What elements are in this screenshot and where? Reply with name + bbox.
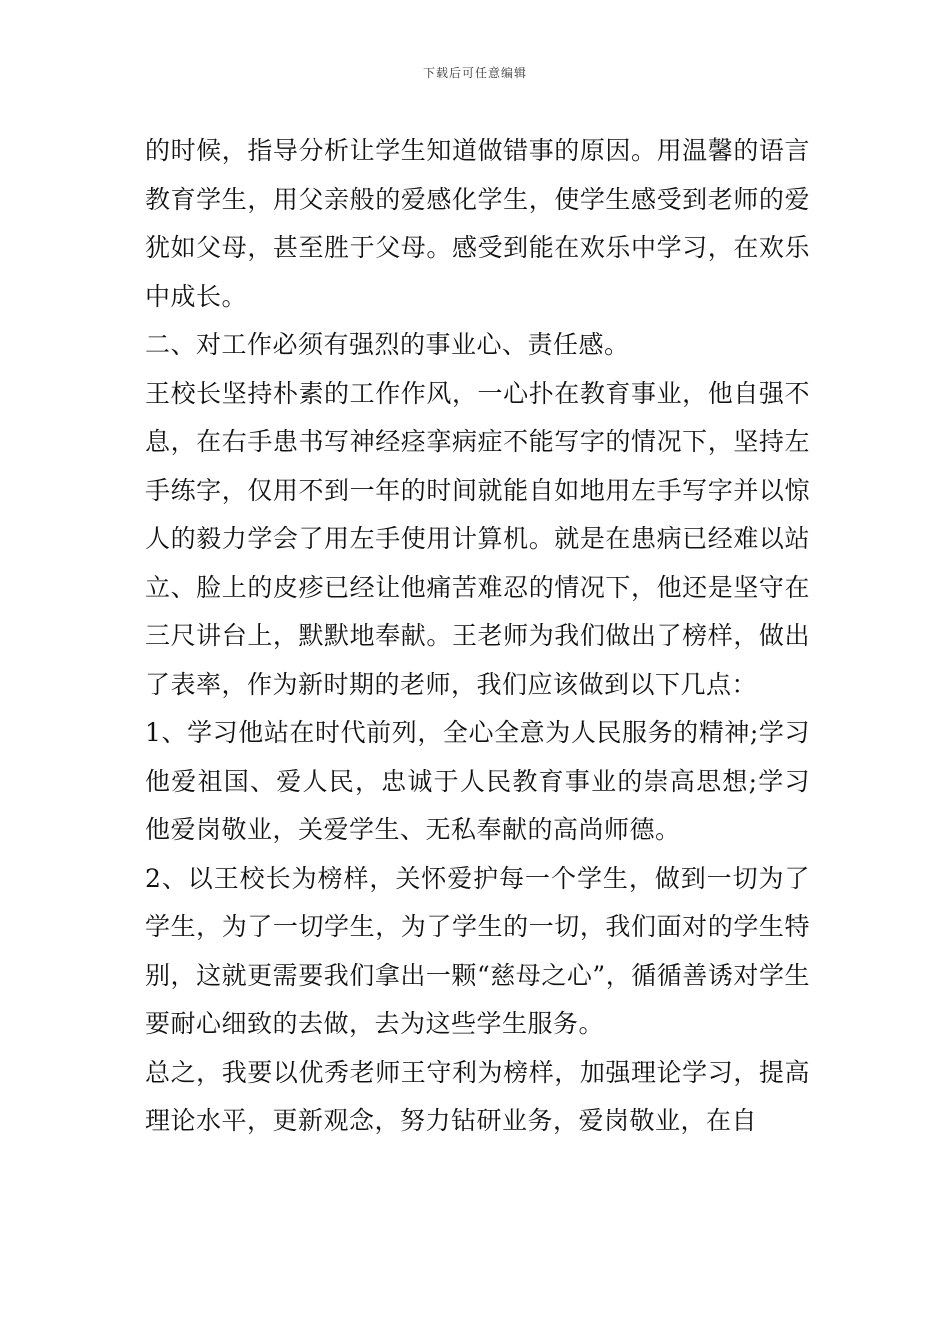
page-header: 下载后可任意编辑 (422, 66, 527, 80)
paragraph-4: 1、学习他站在时代前列，全心全意为人民服务的精神;学习他爱祖国、爱人民，忠诚于人民教育事业的崇高思想;学习他爱岗敬业，关爱学生、无私奉献的高尚师德。 (145, 718, 810, 844)
paragraph-2: 二、对工作必须有强烈的事业心、责任感。 (145, 330, 630, 359)
document-body (145, 127, 810, 1146)
paragraph-5: 2、以王校长为榜样，关怀爱护每一个学生，做到一切为了学生，为了一切学生，为了学生的一切，我们面对的学生特别，这就更需要我们拿出一颗“慈母之心”，循循善诱对学生要耐心细致的去做，去为这些学生服务。 (145, 863, 810, 1038)
paragraph-1: 的时候，指导分析让学生知道做错事的原因。用温馨的语言教育学生，用父亲般的爱感化学生，使学生感受到老师的爱犹如父母，甚至胜于父母。感受到能在欢乐中学习，在欢乐中成长。 (145, 136, 810, 311)
paragraph-3: 王校长坚持朴素的工作作风，一心扑在教育事业，他自强不息，在右手患书写神经痉挛病症不能写字的情况下，坚持左手练字，仅用不到一年的时间就能自如地用左手写字并以惊人的毅力学会了用左手使用计算机。就是在患病已经难以站立、脸上的皮疹已经让他痛苦难忍的情况下，他还是坚守在三尺讲台上，默默地奉献。王老师为我们做出了榜样，做出了表率，作为新时期的老师，我们应该做到以下几点： (145, 378, 810, 699)
paragraph-6: 总之，我要以优秀老师王守利为榜样，加强理论学习，提高理论水平，更新观念，努力钻研业务，爱岗敬业，在自 (145, 1057, 810, 1135)
